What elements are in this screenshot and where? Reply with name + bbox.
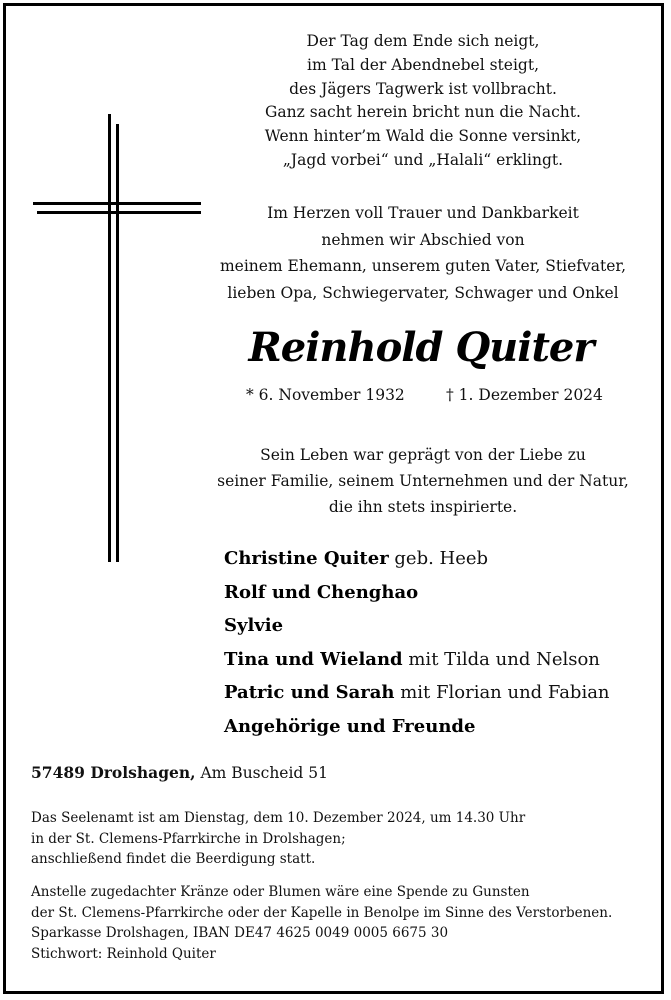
donation-line: Anstelle zugedachter Kränze oder Blumen wäre eine Spende zu Gunsten xyxy=(31,884,530,900)
mourners-list xyxy=(224,542,610,744)
intro-line: meinem Ehemann, unserem guten Vater, Stiefvater, xyxy=(219,257,627,275)
mourner-row xyxy=(224,643,610,677)
poem-line: im Tal der Abendnebel steigt, xyxy=(307,55,539,74)
poem-line: Ganz sacht herein bricht nun die Nacht. xyxy=(265,103,581,122)
farewell-intro xyxy=(200,200,646,306)
cross-icon xyxy=(33,114,203,564)
life-line: seiner Familie, seinem Unternehmen und der Natur, xyxy=(217,472,629,490)
service-line: Das Seelenamt ist am Dienstag, dem 10. Dezember 2024, um 14.30 Uhr xyxy=(31,810,526,826)
intro-line: Im Herzen voll Trauer und Dankbarkeit xyxy=(267,204,579,222)
life-line: Sein Leben war geprägt von der Liebe zu xyxy=(260,446,586,464)
intro-line: nehmen wir Abschied von xyxy=(321,230,525,249)
poem-line: Der Tag dem Ende sich neigt, xyxy=(306,32,540,50)
life-text xyxy=(200,442,646,520)
mourner-note: geb. Heeb xyxy=(388,548,489,569)
birth-date: * 6. November 1932 xyxy=(246,386,405,404)
donation-line: der St. Clemens-Pfarrkirche oder der Kapelle in Benolpe im Sinne des Verstorbenen. xyxy=(31,904,613,921)
life-line: die ihn stets inspirierte. xyxy=(328,498,518,516)
donation-info xyxy=(31,882,612,964)
donation-line: Stichwort: Reinhold Quiter xyxy=(31,945,216,962)
deceased-name: Reinhold Quiter xyxy=(248,324,594,371)
address-street: Am Buscheid 51 xyxy=(195,764,329,782)
service-line: in der St. Clemens-Pfarrkirche in Drolshagen; xyxy=(31,830,346,847)
family-address xyxy=(31,763,328,782)
mourner-name: Tina und Wieland xyxy=(224,648,403,670)
mourner-name: Sylvie xyxy=(224,615,284,637)
mourner-name: Patric und Sarah xyxy=(224,682,395,704)
service-info xyxy=(31,808,525,870)
mourner-row xyxy=(224,542,610,576)
death-date: † 1. Dezember 2024 xyxy=(446,386,603,404)
poem-line: Wenn hinter’m Wald die Sonne versinkt, xyxy=(264,127,582,146)
mourner-name: Christine Quiter xyxy=(224,548,389,569)
mourner-row xyxy=(224,576,610,610)
intro-line: lieben Opa, Schwiegervater, Schwager und Onkel xyxy=(227,283,619,302)
poem-line: „Jagd vorbei“ und „Halali“ erklingt. xyxy=(282,150,564,169)
donation-line: Sparkasse Drolshagen, IBAN DE47 4625 0049 0005 6675 30 xyxy=(31,925,449,941)
mourner-note: mit Tilda und Nelson xyxy=(402,648,600,670)
address-city: 57489 Drolshagen, xyxy=(31,763,196,782)
mourner-row xyxy=(224,676,610,710)
poem xyxy=(200,30,646,173)
mourner-row xyxy=(224,609,610,643)
mourner-row xyxy=(224,710,610,744)
mourner-name: Angehörige und Freunde xyxy=(224,715,476,737)
mourner-name: Rolf und Chenghao xyxy=(224,581,419,603)
mourner-note: mit Florian und Fabian xyxy=(394,682,610,704)
poem-line: des Jägers Tagwerk ist vollbracht. xyxy=(289,79,557,98)
service-line: anschließend findet die Beerdigung statt. xyxy=(31,851,316,867)
